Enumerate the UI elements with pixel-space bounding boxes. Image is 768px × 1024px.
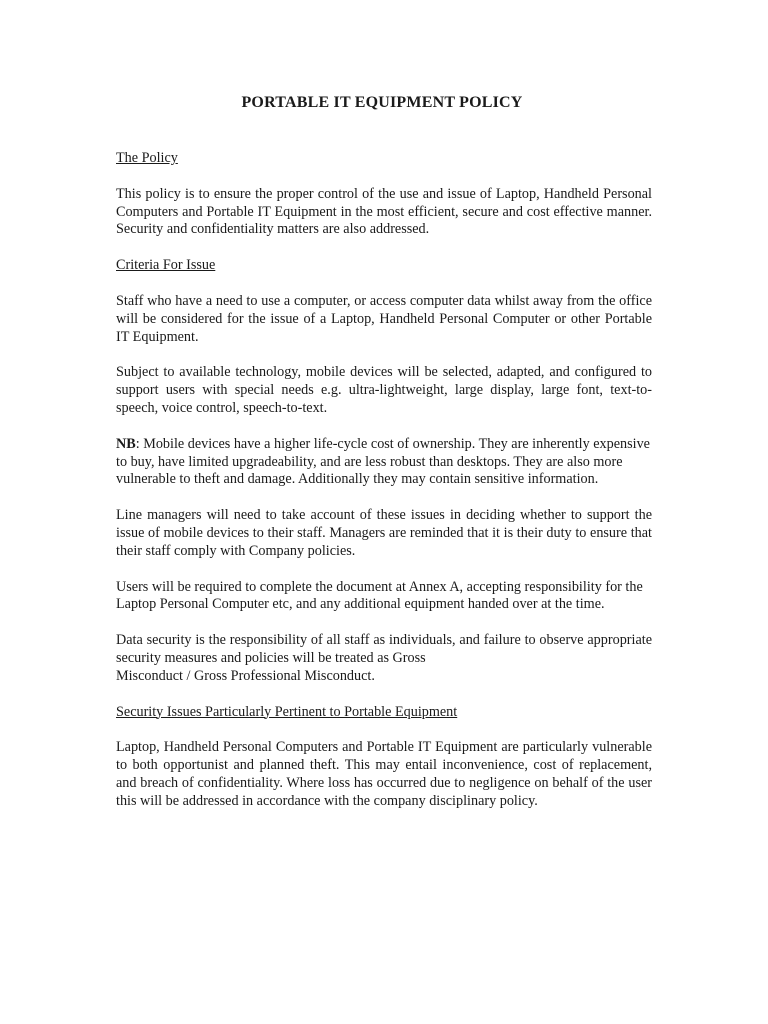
section-heading-criteria-for-issue: Criteria For Issue (116, 257, 216, 274)
security-paragraph: Laptop, Handheld Personal Computers and Portable IT Equipment are particularly vulnerable to both opportunist and planned theft. This may entail inconvenience, cost of replacement, and breach of confidentiality. Where loss has occurred due to negligence on behalf of the user this will be addressed in accordance with the company disciplinary policy. (116, 739, 652, 809)
criteria-paragraph-4: Users will be required to complete the document at Annex A, accepting responsibility for the Laptop Personal Computer etc, and any additional equipment handed over at the time. (116, 578, 643, 613)
criteria-paragraph-3: Line managers will need to take account of these issues in deciding whether to support the issue of mobile devices to their staff. Managers are reminded that it is their duty to ensure that their staff comply with Company policies. (116, 507, 652, 559)
nb-label: NB (116, 435, 136, 452)
data-security-text: Data security is the responsibility of all staff as individuals, and failure to observe appropriate security measures and policies will be treated as Gross (116, 632, 652, 666)
section-heading-security-issues: Security Issues Particularly Pertinent to Portable Equipment (116, 703, 458, 720)
policy-paragraph: This policy is to ensure the proper control of the use and issue of Laptop, Handheld Personal Computers and Portable IT Equipment in the most efficient, secure and cost effective manner. Security and confidentiality matters are also addressed. (116, 185, 652, 238)
misconduct-text: Misconduct / Gross Professional Misconduct. (116, 667, 375, 684)
page-title: PORTABLE IT EQUIPMENT POLICY (241, 94, 523, 111)
nb-paragraph (116, 436, 652, 489)
criteria-paragraph-5 (116, 632, 652, 685)
nb-text: : Mobile devices have a higher life-cycle cost of ownership. They are inherently expensive to buy, have limited upgradeability, and are less robust than desktops. They are also more vulnerable to theft and damage. Additionally they may contain sensitive information. (116, 435, 650, 488)
section-heading-the-policy: The Policy (116, 150, 178, 166)
document-body (116, 92, 652, 829)
criteria-paragraph-1: Staff who have a need to use a computer, or access computer data whilst away from the office will be considered for the issue of a Laptop, Handheld Personal Computer or other Portable IT Equipment. (116, 292, 652, 345)
criteria-paragraph-2: Subject to available technology, mobile devices will be selected, adapted, and configured to support users with special needs e.g. ultra-lightweight, large display, large font, text-to-speech, voice control, speech-to-text. (116, 364, 652, 416)
